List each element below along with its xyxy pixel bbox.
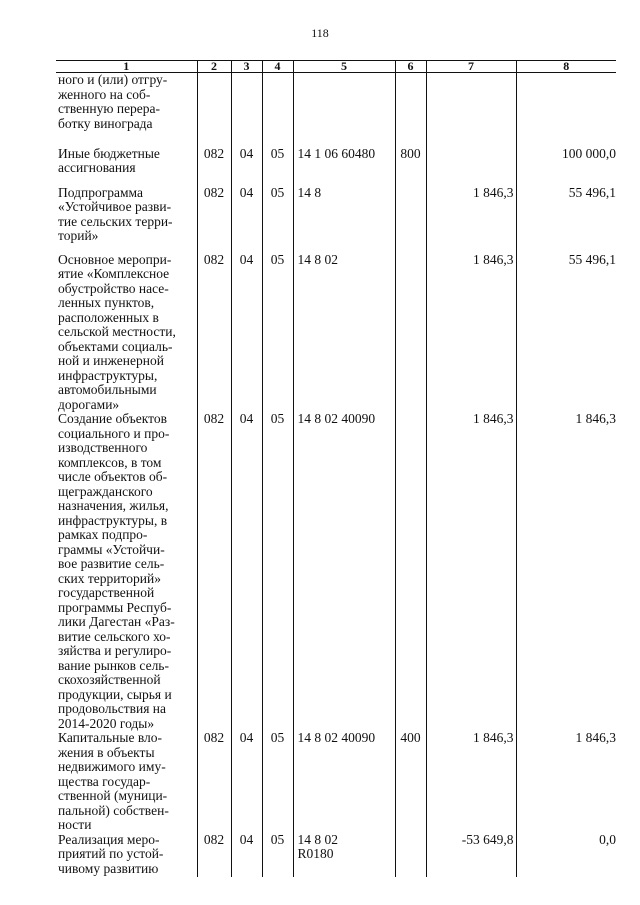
table-row [56,833,616,877]
cell-ministry: 082 [197,253,231,413]
budget-table [56,60,616,877]
row-name: Иные бюджетные ассигнования [58,145,160,175]
cell-section: 04 [231,412,262,731]
cell-total-amount: 1 846,3 [516,731,616,833]
cell-target-code: 14 8 [293,186,395,253]
cell-change-amount [426,147,516,186]
column-header-6: 6 [395,61,426,73]
cell-total-amount: 1 846,3 [516,412,616,731]
cell-section: 04 [231,833,262,877]
cell-total-amount: 55 496,1 [516,186,616,253]
cell-target-code: 14 1 06 60480 [293,147,395,186]
cell-target-code: 14 8 02 40090 [293,731,395,833]
cell-subsection: 05 [262,731,293,833]
cell-change-amount: 1 846,3 [426,731,516,833]
cell-subsection: 05 [262,253,293,413]
row-name: Реализация меро- приятий по устой- чивому развитию [58,831,164,876]
row-name: Капитальные вло- жения в объекты недвижимого иму- щества государ- ственной (муници- пальной) собствен- ности [58,730,169,832]
cell-section: 04 [231,731,262,833]
cell-expense-type: 400 [395,731,426,833]
cell-section: 04 [231,147,262,186]
cell-subsection [262,73,293,147]
cell-subsection: 05 [262,412,293,731]
cell-section [231,73,262,147]
page-number: 118 [311,26,329,40]
cell-change-amount [426,73,516,147]
cell-change-amount: 1 846,3 [426,186,516,253]
column-header-8: 8 [516,61,616,73]
cell-ministry: 082 [197,147,231,186]
cell-expense-type [395,833,426,877]
cell-section: 04 [231,186,262,253]
cell-section: 04 [231,253,262,413]
cell-ministry: 082 [197,186,231,253]
column-header-7: 7 [426,61,516,73]
table-row [56,412,616,731]
cell-expense-type: 800 [395,147,426,186]
column-header-2: 2 [197,61,231,73]
cell-ministry: 082 [197,412,231,731]
row-name: Создание объектов социального и про- изводственного комплексов, в том числе объектов об- щегражданского назначения, жилья, инфраструктуры, в рамках подпро- граммы «Устойчи- вое развитие сель- ских территорий» государственной программы Респуб- лики Дагестан «Раз- витие сельского хо- зяйства и регулиро- вание рынков сель- скохозяйственной продукции, сырья и продовольствия на 2014-2020 годы» [58,411,175,731]
cell-change-amount: 1 846,3 [426,253,516,413]
cell-ministry [197,73,231,147]
table-row [56,253,616,413]
cell-expense-type [395,73,426,147]
column-header-5: 5 [293,61,395,73]
header-row [56,61,616,73]
cell-target-code: 14 8 02 40090 [293,412,395,731]
cell-subsection: 05 [262,186,293,253]
cell-subsection: 05 [262,833,293,877]
cell-expense-type [395,412,426,731]
column-header-4: 4 [262,61,293,73]
column-header-3: 3 [231,61,262,73]
table-row [56,147,616,186]
cell-change-amount: -53 649,8 [426,833,516,877]
cell-total-amount [516,73,616,147]
table-row [56,73,616,147]
cell-target-code: 14 8 02 [293,253,395,413]
row-name: Подпрограмма «Устойчивое разви- тие сельских терри- торий» [58,184,173,243]
cell-subsection: 05 [262,147,293,186]
row-name: Основное меропри- ятие «Комплексное обустройство насе- ленных пунктов, расположенных в сельской местности, объектами социаль- ной и инженерной инфраструктуры, автомобильными дорогами» [58,251,176,412]
cell-total-amount: 55 496,1 [516,253,616,413]
table-row [56,186,616,253]
column-header-1: 1 [56,61,197,73]
cell-expense-type [395,253,426,413]
cell-ministry: 082 [197,833,231,877]
cell-target-code: 14 8 02 R0180 [297,831,338,861]
cell-total-amount: 100 000,0 [516,147,616,186]
cell-expense-type [395,186,426,253]
row-name: ного и (или) отгру- женного на соб- ственную перера- ботку винограда [58,72,168,131]
table-row [56,731,616,833]
cell-ministry: 082 [197,731,231,833]
cell-total-amount: 0,0 [516,833,616,877]
cell-change-amount: 1 846,3 [426,412,516,731]
cell-target-code [293,73,395,147]
